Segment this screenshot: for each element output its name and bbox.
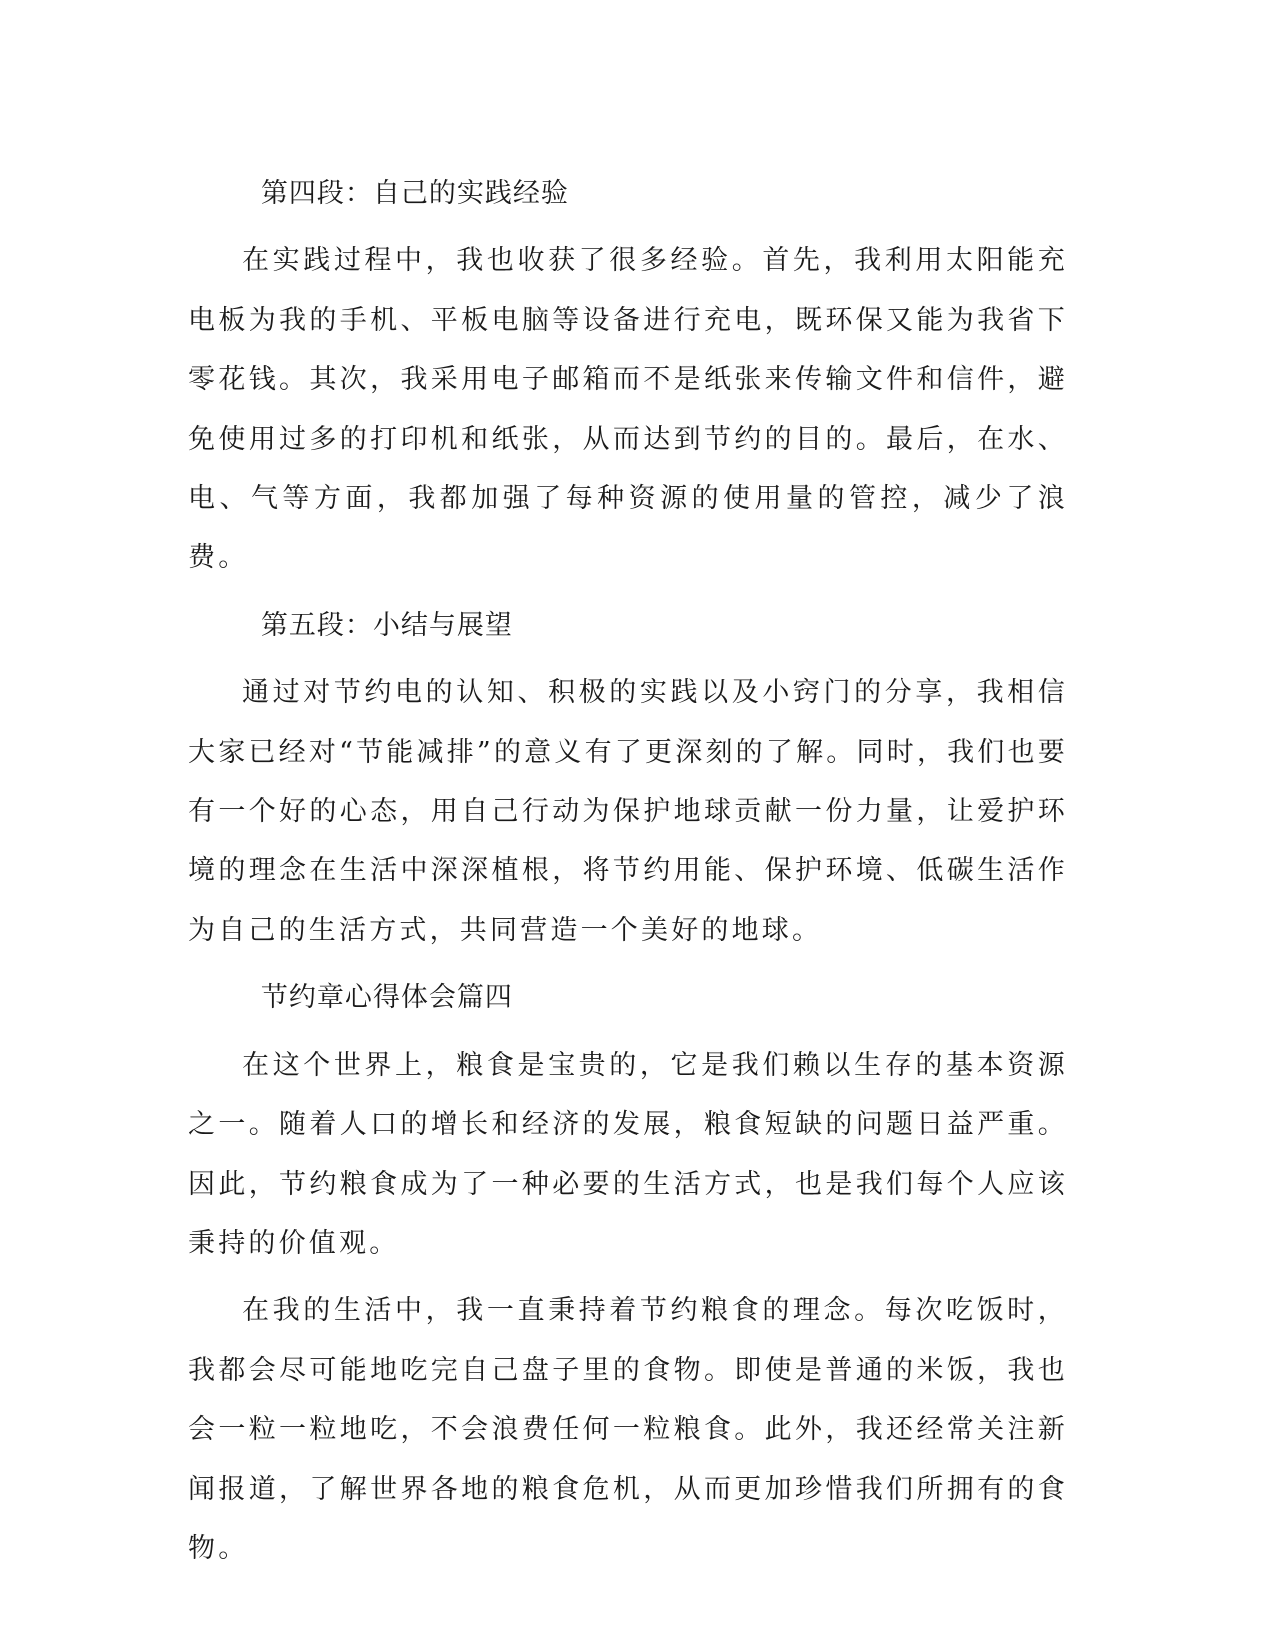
section-heading-5: 第五段：小结与展望 (260, 609, 513, 641)
paragraph-practice-experience: 在实践过程中，我也收获了很多经验。首先，我利用太阳能充电板为我的手机、平板电脑等设备进行充电，既环保又能为我省下零花钱。其次，我采用电子邮箱而不是纸张来传输文件和信件，避免使用过多的打印机和纸张，从而达到节约的目的。最后，在水、电、气等方面，我都加强了每种资源的使用量的管控，减少了浪费。 (188, 245, 1068, 574)
paragraph-daily-life: 在我的生活中，我一直秉持着节约粮食的理念。每次吃饭时，我都会尽可能地吃完自己盘子里的食物。即使是普通的米饭，我也会一粒一粒地吃，不会浪费任何一粒粮食。此外，我还经常关注新闻报道，了解世界各地的粮食危机，从而更加珍惜我们所拥有的食物。 (188, 1295, 1068, 1564)
document-body (188, 164, 1068, 1578)
article-title-part-4: 节约章心得体会篇四 (260, 982, 513, 1014)
paragraph-food-value: 在这个世界上，粮食是宝贵的，它是我们赖以生存的基本资源之一。随着人口的增长和经济的发展，粮食短缺的问题日益严重。因此，节约粮食成为了一种必要的生活方式，也是我们每个人应该秉持的价值观。 (188, 1049, 1068, 1259)
paragraph-summary-outlook: 通过对节约电的认知、积极的实践以及小窍门的分享，我相信大家已经对“节能减排”的意义有了更深刻的了解。同时，我们也要有一个好的心态，用自己行动为保护地球贡献一份力量，让爱护环境的理念在生活中深深植根，将节约用能、保护环境、低碳生活作为自己的生活方式，共同营造一个美好的地球。 (188, 677, 1068, 946)
section-heading-4: 第四段：自己的实践经验 (260, 178, 569, 209)
